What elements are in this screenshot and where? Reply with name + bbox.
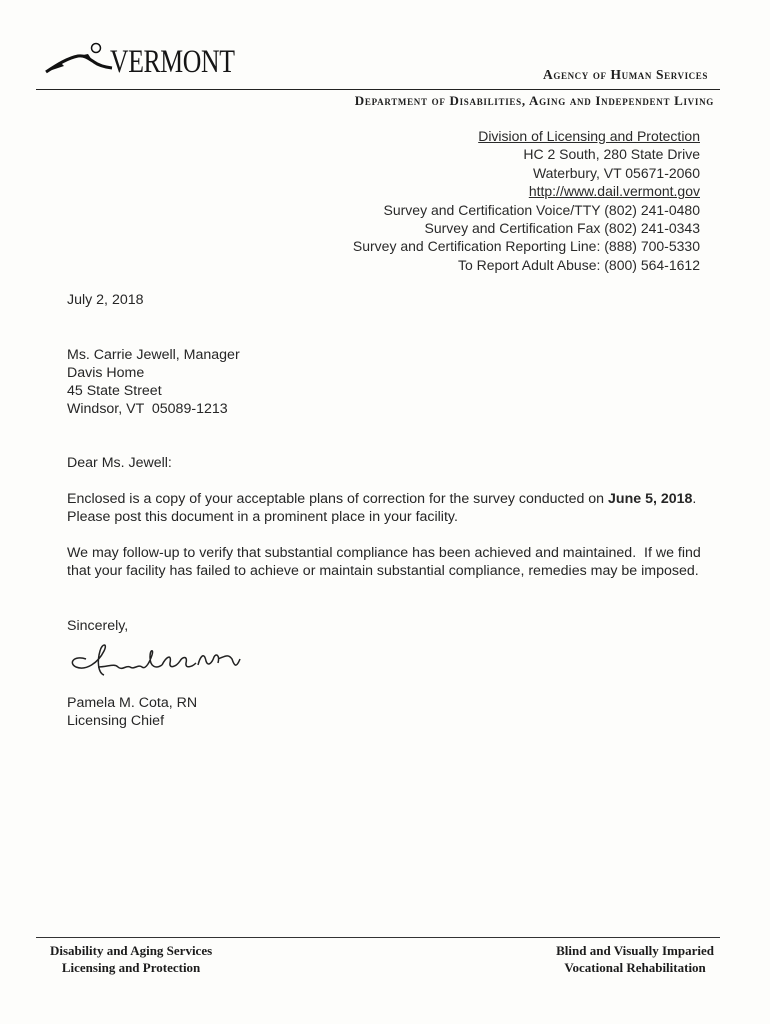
recipient-line-2: Davis Home bbox=[67, 365, 145, 381]
recipient-line-3: 45 State Street bbox=[67, 383, 162, 399]
paragraph-1 bbox=[67, 490, 707, 526]
signer-name: Pamela M. Cota, RN bbox=[67, 695, 198, 711]
vermont-logo-icon bbox=[44, 40, 114, 78]
website-link[interactable]: http://www.dail.vermont.gov bbox=[528, 183, 700, 200]
recipient-line-1: Ms. Carrie Jewell, Manager bbox=[67, 347, 240, 363]
paragraph-2: We may follow-up to verify that substantial compliance has been achieved and maintained. If we find that your facility has failed to achieve or maintain substantial compliance, remedies may be imposed. bbox=[67, 545, 705, 579]
footer-divider bbox=[36, 937, 720, 938]
paragraph-1-text-a: Enclosed is a copy of your acceptable plans of correction for the survey conducted on bbox=[67, 491, 609, 507]
address-line-1: HC 2 South, 280 State Drive bbox=[523, 146, 700, 163]
signer-title: Licensing Chief bbox=[67, 713, 165, 729]
footer-left bbox=[50, 942, 212, 976]
division-name: Division of Licensing and Protection bbox=[478, 128, 700, 144]
letter-date: July 2, 2018 bbox=[67, 292, 144, 308]
survey-date: June 5, 2018 bbox=[608, 491, 693, 507]
recipient-address bbox=[67, 346, 240, 418]
recipient-line-4: Windsor, VT 05089-1213 bbox=[67, 401, 228, 417]
footer-right-line-1: Blind and Visually Imparied bbox=[556, 943, 714, 958]
footer-left-line-2: Licensing and Protection bbox=[61, 960, 201, 975]
department-name: Department of Disabilities, Aging and Independent Living bbox=[354, 93, 714, 108]
logo-wordmark: VERMONT bbox=[110, 44, 235, 80]
footer-left-line-1: Disability and Aging Services bbox=[50, 943, 213, 958]
contact-block bbox=[353, 127, 700, 274]
address-line-2: Waterbury, VT 05671-2060 bbox=[532, 164, 700, 181]
signer-block bbox=[67, 694, 197, 730]
closing: Sincerely, bbox=[67, 618, 129, 634]
signature-icon bbox=[64, 637, 244, 683]
paragraph-1-text-b: . Please post this document in a prominent place in your facility. bbox=[67, 491, 705, 525]
footer-right-line-2: Vocational Rehabilitation bbox=[564, 960, 706, 975]
salutation: Dear Ms. Jewell: bbox=[67, 455, 172, 471]
reporting-line: Survey and Certification Reporting Line: (888) 700-5330 bbox=[352, 238, 700, 255]
voice-line: Survey and Certification Voice/TTY (802) 241-0480 bbox=[383, 201, 700, 218]
agency-name: Agency of Human Services bbox=[543, 67, 708, 82]
header-divider bbox=[36, 89, 720, 90]
abuse-line: To Report Adult Abuse: (800) 564-1612 bbox=[457, 256, 700, 273]
footer-right bbox=[556, 942, 714, 976]
fax-line: Survey and Certification Fax (802) 241-0343 bbox=[424, 220, 700, 237]
